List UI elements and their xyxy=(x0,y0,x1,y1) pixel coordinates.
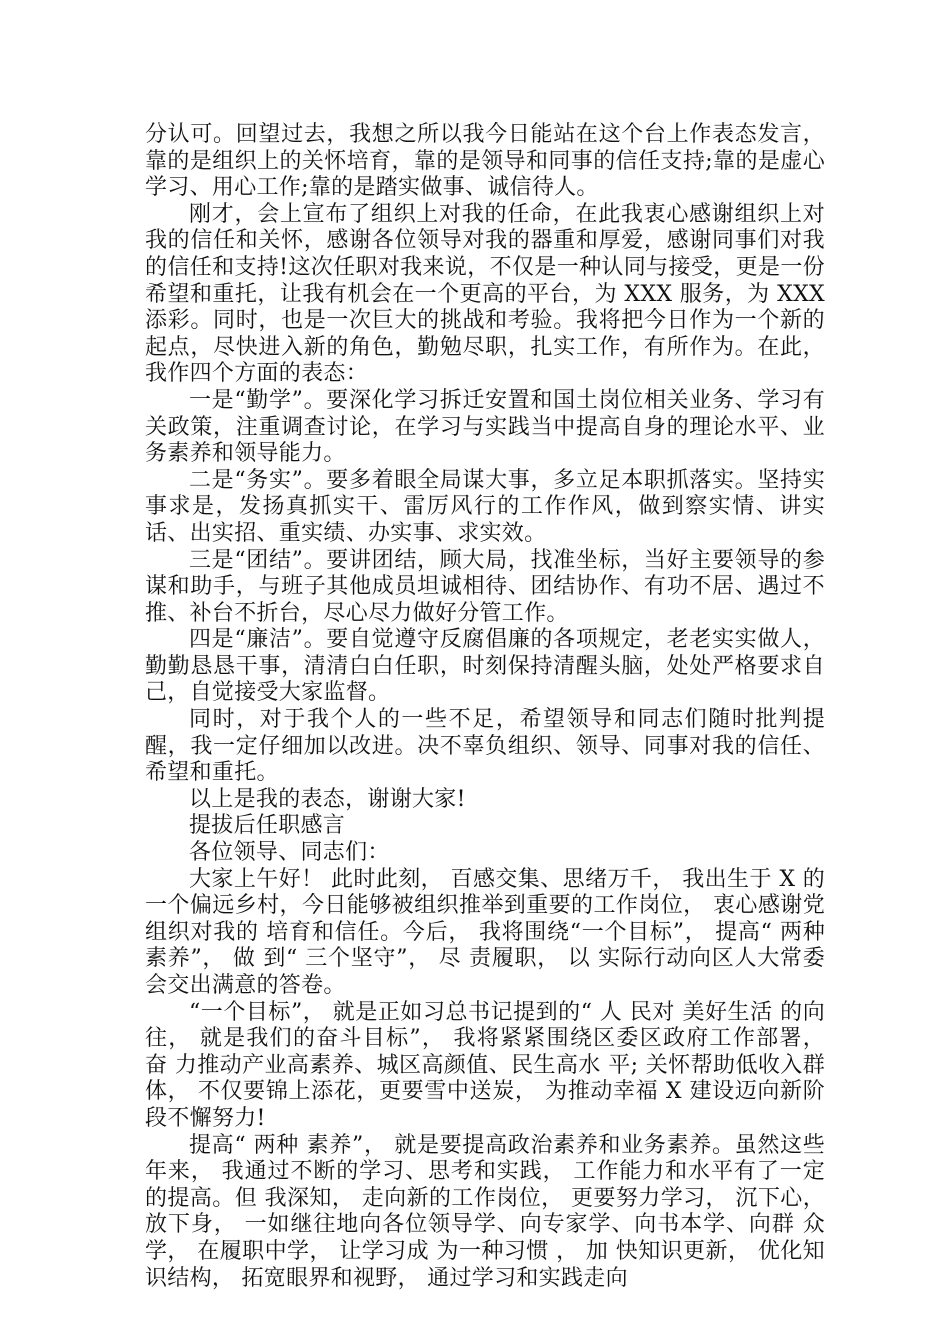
section-title: 提拔后任职感言 xyxy=(189,813,346,839)
paragraph: 一是“勤学”。要深化学习拆迁安置和国土岗位相关业务、学习有关政策，注重调查讨论，在学习与实践当中提高自身的理论水平、业务素养和领导能力。 xyxy=(145,387,825,467)
paragraph: 刚才，会上宣布了组织上对我的任命，在此我衷心感谢组织上对我的信任和关怀，感谢各位领导对我的器重和厚爱，感谢同事们对我的信任和支持!这次任职对我来说，不仅是一种认同与接受，更是一份希望和重托，让我有机会在一个更高的平台，为 XXX 服务，为 XXX 添彩。同时，也是一次巨大的挑战和考验。我将把今日作为一个新的起点，尽快进入新的角色，勤勉尽职，扎实工作，有所作为。在此，我作四个方面的表态： xyxy=(145,201,825,387)
paragraph: 以上是我的表态，谢谢大家! xyxy=(189,786,466,812)
paragraph: 分认可。回望过去，我想之所以我今日能站在这个台上作表态发言，靠的是组织上的关怀培育，靠的是领导和同事的信任支持;靠的是虚心学习、用心工作;靠的是踏实做事、诚信待人。 xyxy=(145,122,825,201)
document-body xyxy=(145,122,825,1292)
paragraph: 提高“ 两种 素养”， 就是要提高政治素养和业务素养。虽然这些年来， 我通过不断的学习、思考和实践， 工作能力和水平有了一定的提高。但 我深知， 走向新的工作岗位， 更要努力学习， 沉下心，放下身， 一如继往地向各位领导学、向专家学、向书本学、向群 众学， 在履职中学， 让学习成 为一种习惯 ， 加 快知识更新， 优化知识结构， 拓宽眼界和视野， 通过学习和实践走向 xyxy=(145,1132,825,1291)
paragraph: 三是“团结”。要讲团结，顾大局，找准坐标，当好主要领导的参谋和助手，与班子其他成员坦诚相待、团结协作、有功不居、遇过不推、补台不折台，尽心尽力做好分管工作。 xyxy=(145,547,825,626)
paragraph: 大家上午好！ 此时此刻， 百感交集、思绪万千， 我出生于 X 的一个偏远乡村，今日能够被组织推举到重要的工作岗位， 衷心感谢党组织对我的 培育和信任。今后， 我将围绕“一个目标”， 提高“ 两种 素养”， 做 到“ 三个坚守”， 尽 责履职， 以 实际行动向区人大常委会交出满意的答卷。 xyxy=(145,866,825,998)
paragraph: 同时，对于我个人的一些不足，希望领导和同志们随时批判提醒，我一定仔细加以改进。决不辜负组织、领导、同事对我的信任、希望和重托。 xyxy=(145,707,825,786)
paragraph: 四是“廉洁”。要自觉遵守反腐倡廉的各项规定，老老实实做人，勤勤恳恳干事，清清白白任职，时刻保持清醒头脑，处处严格要求自己，自觉接受大家监督。 xyxy=(145,627,825,706)
salutation: 各位领导、同志们： xyxy=(189,840,390,866)
paragraph: “一个目标”， 就是正如习总书记提到的“ 人 民对 美好生活 的向往， 就是我们的奋斗目标”， 我将紧紧围绕区委区政府工作部署， 奋 力推动产业高素养、城区高颜值、民生高水 平; 关怀帮助低收入群体， 不仅要锦上添花，更要雪中送炭， 为推动幸福 X 建设迈向新阶段不懈努力! xyxy=(145,999,825,1131)
paragraph: 二是“务实”。要多着眼全局谋大事，多立足本职抓落实。坚持实事求是，发扬真抓实干、雷厉风行的工作作风，做到察实情、讲实话、出实招、重实绩、办实事、求实效。 xyxy=(145,467,825,546)
